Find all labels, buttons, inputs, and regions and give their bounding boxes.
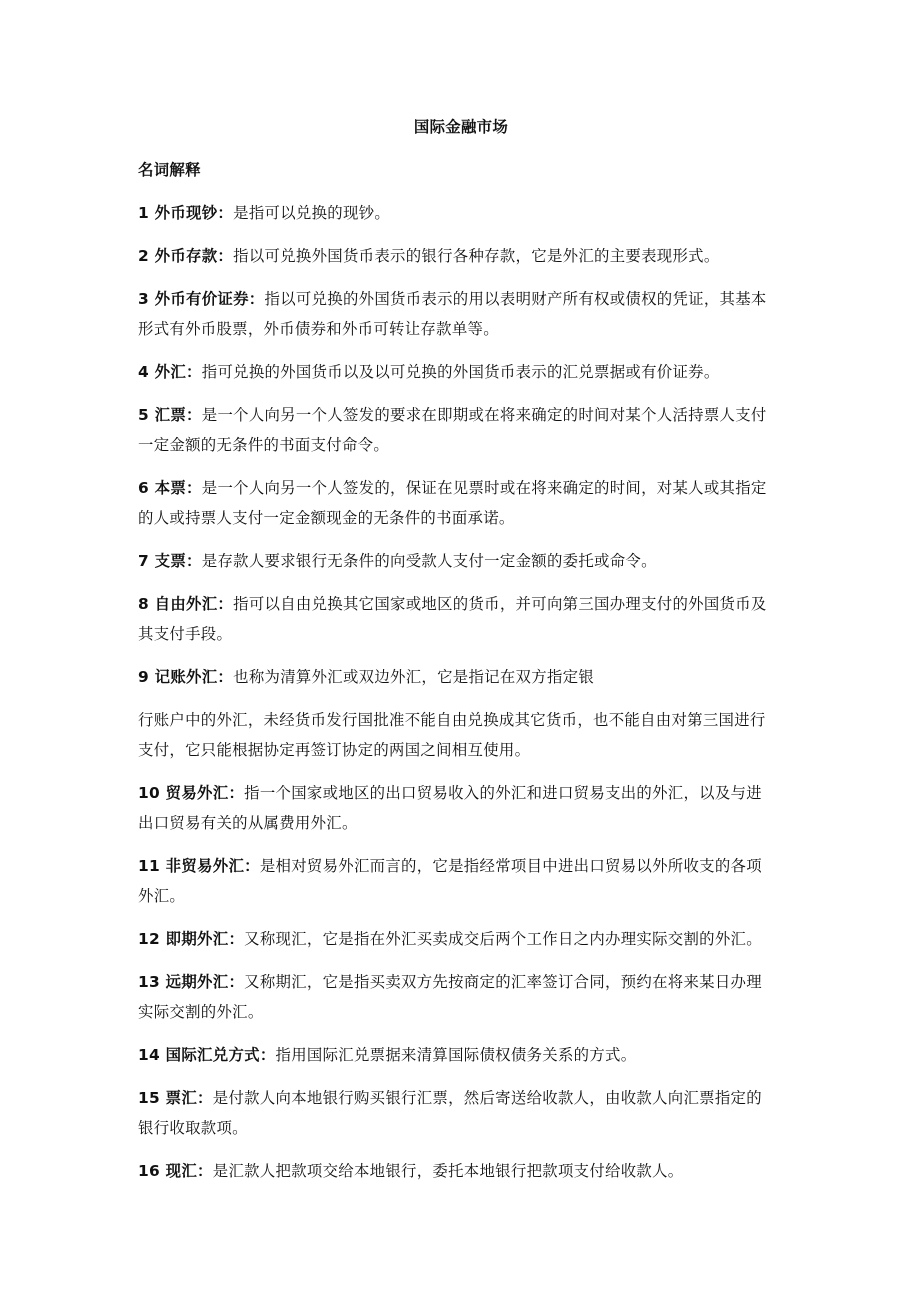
definition-text: 的人或持票人支付一定金额现金的无条件的书面承诺。 <box>138 509 515 527</box>
definition-text: 是一个人向另一个人签发的，保证在见票时或在将来确定的时间，对某人或其指定 <box>201 479 767 497</box>
definition-item <box>138 589 784 649</box>
definition-text: 一定金额的无条件的书面支付命令。 <box>138 436 390 454</box>
definition-line <box>138 881 784 911</box>
definition-text: 实际交割的外汇。 <box>138 1003 264 1021</box>
definition-text: 出口贸易有关的从属费用外汇。 <box>138 814 358 832</box>
definition-term: 10 贸易外汇： <box>138 784 245 802</box>
definition-line <box>138 619 784 649</box>
definition-text: 也称为清算外汇或双边外汇，它是指记在双方指定银 <box>233 668 595 686</box>
definition-line <box>138 808 784 838</box>
definition-text: 是存款人要求银行无条件的向受款人支付一定金额的委托或命令。 <box>201 552 657 570</box>
definition-term: 7 支票： <box>138 552 202 570</box>
definition-list <box>138 198 784 1186</box>
document-title: 国际金融市场 <box>413 118 509 136</box>
definition-text: 是付款人向本地银行购买银行汇票，然后寄送给收款人，由收款人向汇票指定的 <box>212 1089 762 1107</box>
definition-text: 行账户中的外汇，未经货币发行国批准不能自由兑换成其它货币，也不能自由对第三国进行 <box>138 711 766 729</box>
definition-line <box>138 924 784 954</box>
definition-term: 8 自由外汇： <box>138 595 234 613</box>
definition-line <box>138 503 784 533</box>
definition-text: 银行收取款项。 <box>138 1119 248 1137</box>
section-heading: 名词解释 <box>138 161 201 179</box>
definition-text: 指一个国家或地区的出口贸易收入的外汇和进口贸易支出的外汇，以及与进 <box>244 784 762 802</box>
definition-item <box>138 357 784 387</box>
definition-line <box>138 1083 784 1113</box>
definition-line <box>138 473 784 503</box>
definition-text: 指用国际汇兑票据来清算国际债权债务关系的方式。 <box>275 1046 637 1064</box>
definition-text: 是指可以兑换的现钞。 <box>233 204 391 222</box>
definition-term: 13 远期外汇： <box>138 973 245 991</box>
definition-line <box>138 967 784 997</box>
definition-term: 5 汇票： <box>138 406 202 424</box>
definition-term: 12 即期外汇： <box>138 930 245 948</box>
definition-line <box>138 284 784 314</box>
definition-text: 是一个人向另一个人签发的要求在即期或在将来确定的时间对某个人活持票人支付 <box>201 406 767 424</box>
definition-line <box>138 997 784 1027</box>
definition-term: 1 外币现钞： <box>138 204 234 222</box>
definition-item <box>138 778 784 838</box>
definition-term: 4 外汇： <box>138 363 202 381</box>
definition-text: 又称现汇，它是指在外汇买卖成交后两个工作日之内办理实际交割的外汇。 <box>244 930 762 948</box>
definition-line <box>138 705 784 735</box>
definition-term: 16 现汇： <box>138 1162 213 1180</box>
definition-line <box>138 778 784 808</box>
definition-item <box>138 241 784 271</box>
definition-item <box>138 662 784 692</box>
definition-text: 又称期汇，它是指买卖双方先按商定的汇率签订合同，预约在将来某日办理 <box>244 973 762 991</box>
definition-line <box>138 314 784 344</box>
definition-text: 外汇。 <box>138 887 186 905</box>
definition-item <box>138 473 784 533</box>
definition-text: 指以可兑换的外国货币表示的用以表明财产所有权或债权的凭证，其基本 <box>264 290 767 308</box>
definition-line <box>138 589 784 619</box>
definition-line <box>138 430 784 460</box>
definition-text: 指可兑换的外国货币以及以可兑换的外国货币表示的汇兑票据或有价证券。 <box>201 363 720 381</box>
definition-line <box>138 1040 784 1070</box>
definition-item <box>138 284 784 344</box>
definition-item <box>138 1040 784 1070</box>
definition-text: 指可以自由兑换其它国家或地区的货币，并可向第三国办理支付的外国货币及 <box>233 595 767 613</box>
definition-text: 是相对贸易外汇而言的，它是指经常项目中进出口贸易以外所收支的各项 <box>259 857 762 875</box>
definition-line <box>138 357 784 387</box>
definition-item <box>138 705 784 765</box>
definition-line <box>138 546 784 576</box>
definition-item <box>138 546 784 576</box>
definition-line <box>138 735 784 765</box>
definition-item <box>138 967 784 1027</box>
definition-term: 3 外币有价证券： <box>138 290 265 308</box>
definition-line <box>138 241 784 271</box>
definition-text: 指以可兑换外国货币表示的银行各种存款，它是外汇的主要表现形式。 <box>233 247 720 265</box>
definition-term: 2 外币存款： <box>138 247 234 265</box>
definition-line <box>138 198 784 228</box>
definition-line <box>138 1113 784 1143</box>
definition-text: 形式有外币股票，外币债券和外币可转让存款单等。 <box>138 320 499 338</box>
document-page <box>138 112 784 1199</box>
definition-text: 是汇款人把款项交给本地银行，委托本地银行把款项支付给收款人。 <box>212 1162 684 1180</box>
definition-item <box>138 924 784 954</box>
definition-term: 9 记账外汇： <box>138 668 234 686</box>
definition-line <box>138 851 784 881</box>
definition-line <box>138 662 784 692</box>
definition-term: 15 票汇： <box>138 1089 213 1107</box>
definition-item <box>138 851 784 911</box>
definition-item <box>138 1083 784 1143</box>
definition-text: 其支付手段。 <box>138 625 233 643</box>
definition-item <box>138 198 784 228</box>
definition-item <box>138 1156 784 1186</box>
definition-text: 支付，它只能根据协定再签订协定的两国之间相互使用。 <box>138 741 531 759</box>
definition-item <box>138 400 784 460</box>
definition-term: 14 国际汇兑方式： <box>138 1046 276 1064</box>
definition-term: 6 本票： <box>138 479 202 497</box>
definition-line <box>138 1156 784 1186</box>
definition-term: 11 非贸易外汇： <box>138 857 260 875</box>
definition-line <box>138 400 784 430</box>
